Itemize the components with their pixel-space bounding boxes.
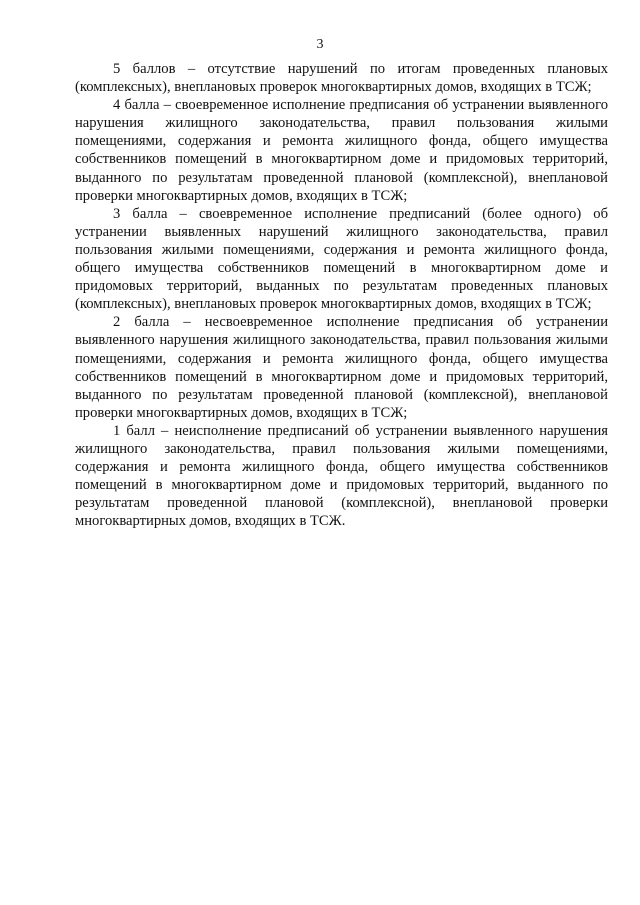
document-body	[75, 60, 608, 530]
paragraph-5-points: 5 баллов – отсутствие нарушений по итогам проведенных плановых (комплексных), внеплановых проверок многоквартирных домов, входящих в ТСЖ;	[75, 61, 608, 96]
paragraph-4-points: 4 балла – своевременное исполнение предписания об устранении выявленного нарушения жилищного законодательства, правил пользования жилыми помещениями, содержания и ремонта жилищного фонда, общего имущества собственников помещений в многоквартирном доме и придомовых территорий, выданного по результатам проведенной плановой (комплексной), внеплановой проверки многоквартирных домов, входящих в ТСЖ;	[75, 97, 608, 204]
paragraph-1-point: 1 балл – неисполнение предписаний об устранении выявленного нарушения жилищного законодательства, правил пользования жилыми помещениями, содержания и ремонта жилищного фонда, общего имущества собственников помещений в многоквартирном доме и придомовых территорий, выданного по результатам проведенной плановой (комплексной), внеплановой проверки многоквартирных домов, входящих в ТСЖ.	[75, 422, 608, 530]
page-number: 3	[316, 37, 324, 52]
paragraph-3-points: 3 балла – своевременное исполнение предписаний (более одного) об устранении выявленных нарушений жилищного законодательства, правил пользования жилыми помещениями, содержания и ремонта жилищного фонда, общего имущества собственников помещений в многоквартирном доме и придомовых территорий, выданных по результатам проведенных плановых (комплексных), внеплановых проверок многоквартирных домов, входящих в ТСЖ;	[75, 205, 608, 313]
paragraph-2-points: 2 балла – несвоевременное исполнение предписания об устранении выявленного нарушения жилищного законодательства, правил пользования жилыми помещениями, содержания и ремонта жилищного фонда, общего имущества собственников помещений в многоквартирном доме и придомовых территорий, выданного по результатам проведенной плановой (комплексной), внеплановой проверки многоквартирных домов, входящих в ТСЖ;	[75, 314, 608, 421]
